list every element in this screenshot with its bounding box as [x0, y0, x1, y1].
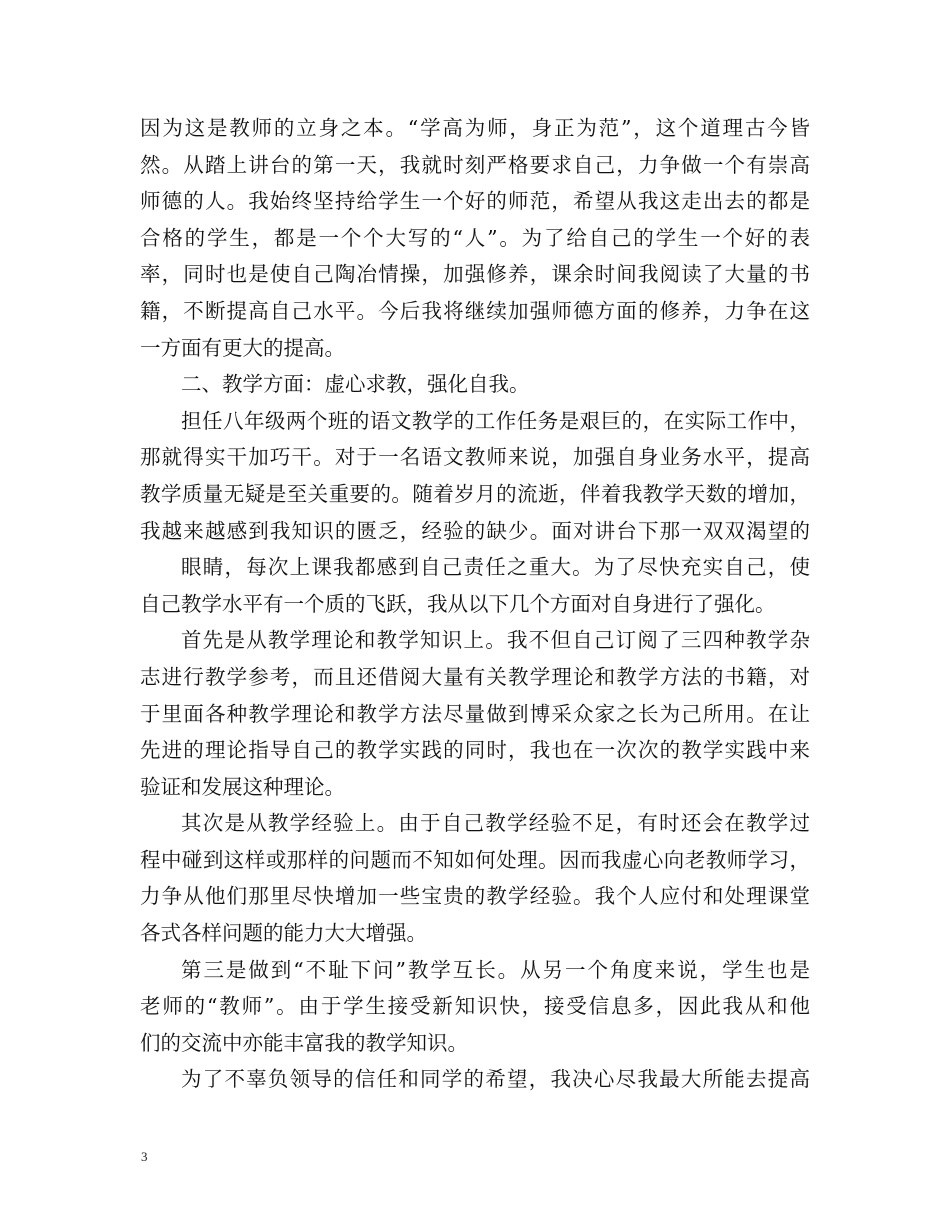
text-line: 眼睛，每次上课我都感到自己责任之重大。为了尽快充实自己，使	[181, 555, 810, 580]
text-line: 先进的理论指导自己的教学实践的同时，我也在一次次的教学实践中来	[140, 738, 810, 763]
text-line: 合格的学生，都是一个个大写的“人”。为了给自己的学生一个好的表	[140, 225, 810, 250]
text-line: 力争从他们那里尽快增加一些宝贵的教学经验。我个人应付和处理课堂	[140, 884, 810, 909]
text-line: 率，同时也是使自己陶冶情操，加强修养，课余时间我阅读了大量的书	[140, 262, 810, 287]
text-line: 籍，不断提高自己水平。今后我将继续加强师德方面的修养，力争在这	[140, 298, 810, 323]
text-line: 那就得实干加巧干。对于一名语文教师来说，加强自身业务水平，提高	[140, 445, 810, 470]
text-line: 教学质量无疑是至关重要的。随着岁月的流逝，伴着我教学天数的增加，	[140, 481, 810, 506]
text-line: 们的交流中亦能丰富我的教学知识。	[140, 1030, 468, 1055]
text-line: 因为这是教师的立身之本。“学高为师，身正为范”，这个道理古今皆	[140, 116, 810, 140]
text-line: 于里面各种教学理论和教学方法尽量做到博采众家之长为己所用。在让	[140, 701, 810, 726]
text-line: 第三是做到“不耻下问”教学互长。从另一个角度来说，学生也是	[181, 957, 810, 982]
text-line: 为了不辜负领导的信任和同学的希望，我决心尽我最大所能去提高	[181, 1067, 810, 1092]
text-line: 自己教学水平有一个质的飞跃，我从以下几个方面对自身进行了强化。	[140, 591, 776, 616]
text-line: 志进行教学参考，而且还借阅大量有关教学理论和教学方法的书籍，对	[140, 664, 810, 689]
text-line: 首先是从教学理论和教学知识上。我不但自己订阅了三四种教学杂	[181, 628, 810, 653]
text-line: 师德的人。我始终坚持给学生一个好的师范，希望从我这走出去的都是	[140, 189, 810, 214]
text-line: 其次是从教学经验上。由于自己教学经验不足，有时还会在教学过	[181, 811, 810, 836]
text-line: 验证和发展这种理论。	[140, 774, 345, 799]
body-text	[140, 110, 810, 1098]
text-line: 老师的“教师”。由于学生接受新知识快，接受信息多，因此我从和他	[140, 994, 810, 1019]
text-line: 然。从踏上讲台的第一天，我就时刻严格要求自己，力争做一个有崇高	[140, 152, 810, 177]
section-heading: 二、教学方面：虚心求教，强化自我。	[181, 372, 530, 397]
text-line: 担任八年级两个班的语文教学的工作任务是艰巨的，在实际工作中，	[181, 408, 810, 433]
text-line: 一方面有更大的提高。	[140, 335, 345, 360]
text-line: 我越来越感到我知识的匮乏，经验的缺少。面对讲台下那一双双渴望的	[140, 518, 810, 543]
text-line: 程中碰到这样或那样的问题而不知如何处理。因而我虚心向老教师学习，	[140, 847, 810, 872]
page-number: 3	[141, 1149, 148, 1164]
text-line: 各式各样问题的能力大大增强。	[140, 921, 427, 946]
